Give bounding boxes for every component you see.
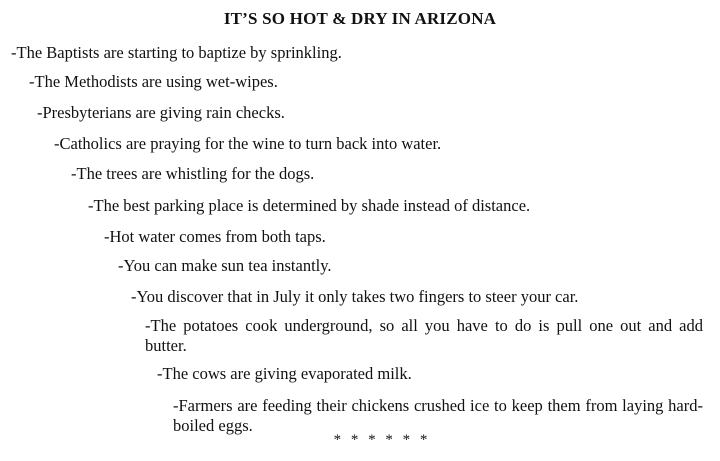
- list-item: -You can make sun tea instantly.: [118, 256, 332, 275]
- list-item: -The trees are whistling for the dogs.: [71, 164, 315, 183]
- list-item: -The Methodists are using wet-wipes.: [29, 72, 278, 91]
- list-item: -You discover that in July it only takes two fingers to steer your car.: [131, 287, 579, 306]
- list-item: -The potatoes cook underground, so all you have to do is pull one out and add butter.: [145, 316, 703, 355]
- list-item: -Presbyterians are giving rain checks.: [37, 103, 285, 122]
- list-item: -Farmers are feeding their chickens crushed ice to keep them from laying hard-boiled eggs.: [173, 396, 703, 435]
- list-item: -Catholics are praying for the wine to turn back into water.: [54, 134, 442, 153]
- document-title: IT’S SO HOT & DRY IN ARIZONA: [223, 9, 497, 28]
- ending-asterisks: * * * * * *: [333, 432, 431, 448]
- list-item: -The best parking place is determined by shade instead of distance.: [88, 196, 531, 215]
- list-item: -The cows are giving evaporated milk.: [157, 364, 412, 383]
- list-item: -The Baptists are starting to baptize by sprinkling.: [11, 43, 342, 62]
- list-item: -Hot water comes from both taps.: [104, 227, 326, 246]
